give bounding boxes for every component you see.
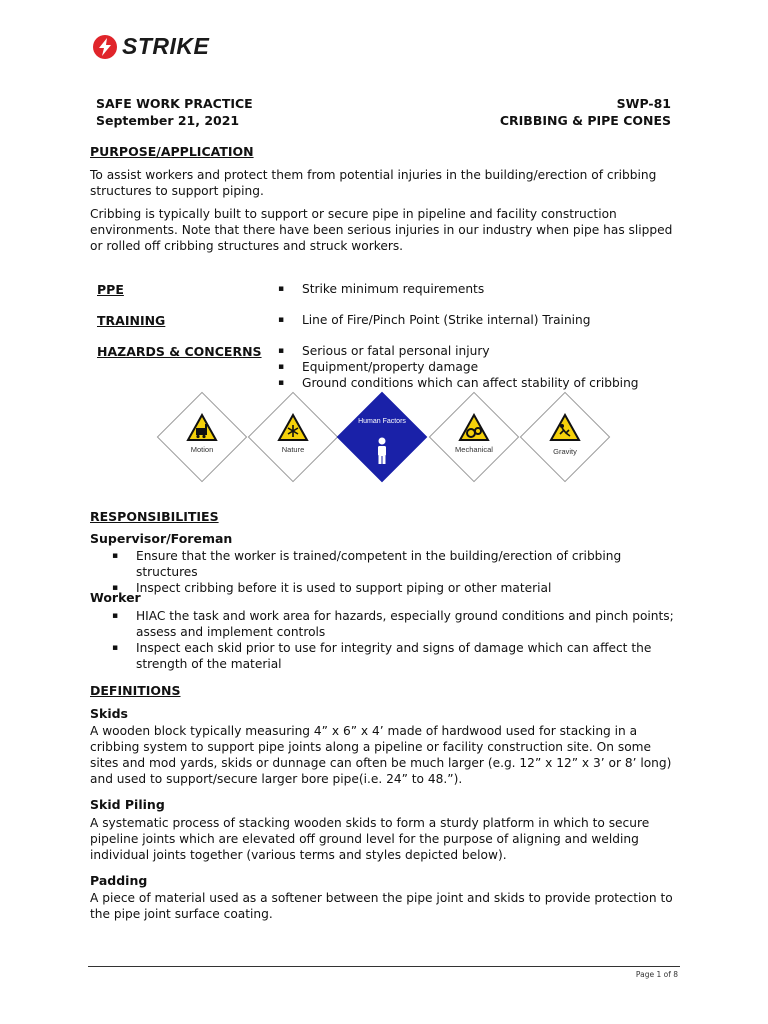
doc-code: SWP-81 [616, 96, 671, 111]
supervisor-item: ▪ Ensure that the worker is trained/competent in the building/erection of cribbing structures [112, 548, 682, 580]
hazard-label-nature: Nature [281, 445, 305, 454]
padding-text: A piece of material used as a softener between the pipe joint and skids to provide protection to the pipe joint surface coating. [90, 891, 673, 921]
purpose-para-1: To assist workers and protect them from potential injuries in the building/erection of cribbing structures to support piping. [90, 168, 657, 198]
padding-title: Padding [90, 873, 148, 888]
worker-item: ▪ Inspect each skid prior to use for integrity and signs of damage which can affect the strength of the material [112, 640, 682, 672]
ppe-item: ▪ Strike minimum requirements [278, 281, 484, 297]
skid-piling-text: A systematic process of stacking wooden skids to form a sturdy platform in which to secure pipeline joints which are elevated off ground level for the purpose of aligning and welding individual joints together (various terms and styles depicted below). [90, 816, 650, 862]
person-icon [375, 437, 389, 465]
supervisor-list [112, 548, 682, 596]
hazards-list [278, 343, 639, 391]
hazard-item: ▪ Equipment/property damage [278, 359, 639, 375]
ppe-label: PPE [97, 282, 124, 297]
supervisor-item: ▪ Inspect cribbing before it is used to support piping or other material [112, 580, 682, 596]
doc-date: September 21, 2021 [96, 113, 240, 128]
worker-item: ▪ HIAC the task and work area for hazards, especially ground conditions and pinch points; assess and implement controls [112, 608, 682, 640]
hazards-label: HAZARDS & CONCERNS [97, 344, 262, 359]
doc-type: SAFE WORK PRACTICE [96, 96, 253, 111]
skids-title: Skids [90, 706, 128, 721]
training-list [278, 312, 591, 328]
hazard-label-human-factors: Human Factors [358, 418, 406, 425]
logo-text: STRIKE [122, 33, 210, 59]
hazard-item: ▪ Serious or fatal personal injury [278, 343, 639, 359]
hazard-diamond-gravity [533, 405, 597, 469]
hazard-label-mechanical: Mechanical [455, 445, 493, 454]
gears-warning-icon [458, 413, 490, 443]
snowflake-warning-icon [277, 413, 309, 443]
hazard-diamond-nature [261, 405, 325, 469]
worker-list [112, 608, 682, 672]
strike-bolt-icon [92, 34, 118, 60]
supervisor-title: Supervisor/Foreman [90, 531, 233, 546]
hazard-diamond-motion [170, 405, 234, 469]
definitions-heading: DEFINITIONS [90, 683, 181, 698]
page-number: Page 1 of 8 [635, 970, 678, 979]
skid-piling-title: Skid Piling [90, 797, 165, 812]
hazard-label-motion: Motion [190, 445, 214, 454]
training-label: TRAINING [97, 313, 166, 328]
falling-person-warning-icon [549, 413, 581, 443]
responsibilities-heading: RESPONSIBILITIES [90, 509, 219, 524]
footer-divider [88, 966, 680, 967]
hazard-label-gravity: Gravity [553, 447, 577, 456]
hazard-diamond-human-factors [350, 405, 414, 469]
forklift-warning-icon [186, 413, 218, 443]
worker-title: Worker [90, 590, 141, 605]
purpose-para-2: Cribbing is typically built to support or secure pipe in pipeline and facility construction environments. Note that there have been serious injuries in our industry when pipe has slipped or rolled off cribbing structures and struck workers. [90, 207, 673, 253]
doc-title: CRIBBING & PIPE CONES [499, 113, 671, 128]
strike-logo [92, 33, 209, 60]
ppe-list [278, 281, 484, 297]
skids-text: A wooden block typically measuring 4” x 6” x 4’ made of hardwood used for stacking in a cribbing system to support pipe joints along a pipeline or facility construction site. On some sites and mod yards, skids or dunnage can often be much larger (e.g. 12” x 12” x 3’ or 8’ long) and used to support/secure larger bore pipe(i.e. 24” to 48.”). [90, 724, 672, 786]
purpose-heading: PURPOSE/APPLICATION [90, 144, 254, 159]
hazard-diamond-mechanical [442, 405, 506, 469]
training-item: ▪ Line of Fire/Pinch Point (Strike internal) Training [278, 312, 591, 328]
hazard-item: ▪ Ground conditions which can affect stability of cribbing [278, 375, 639, 391]
